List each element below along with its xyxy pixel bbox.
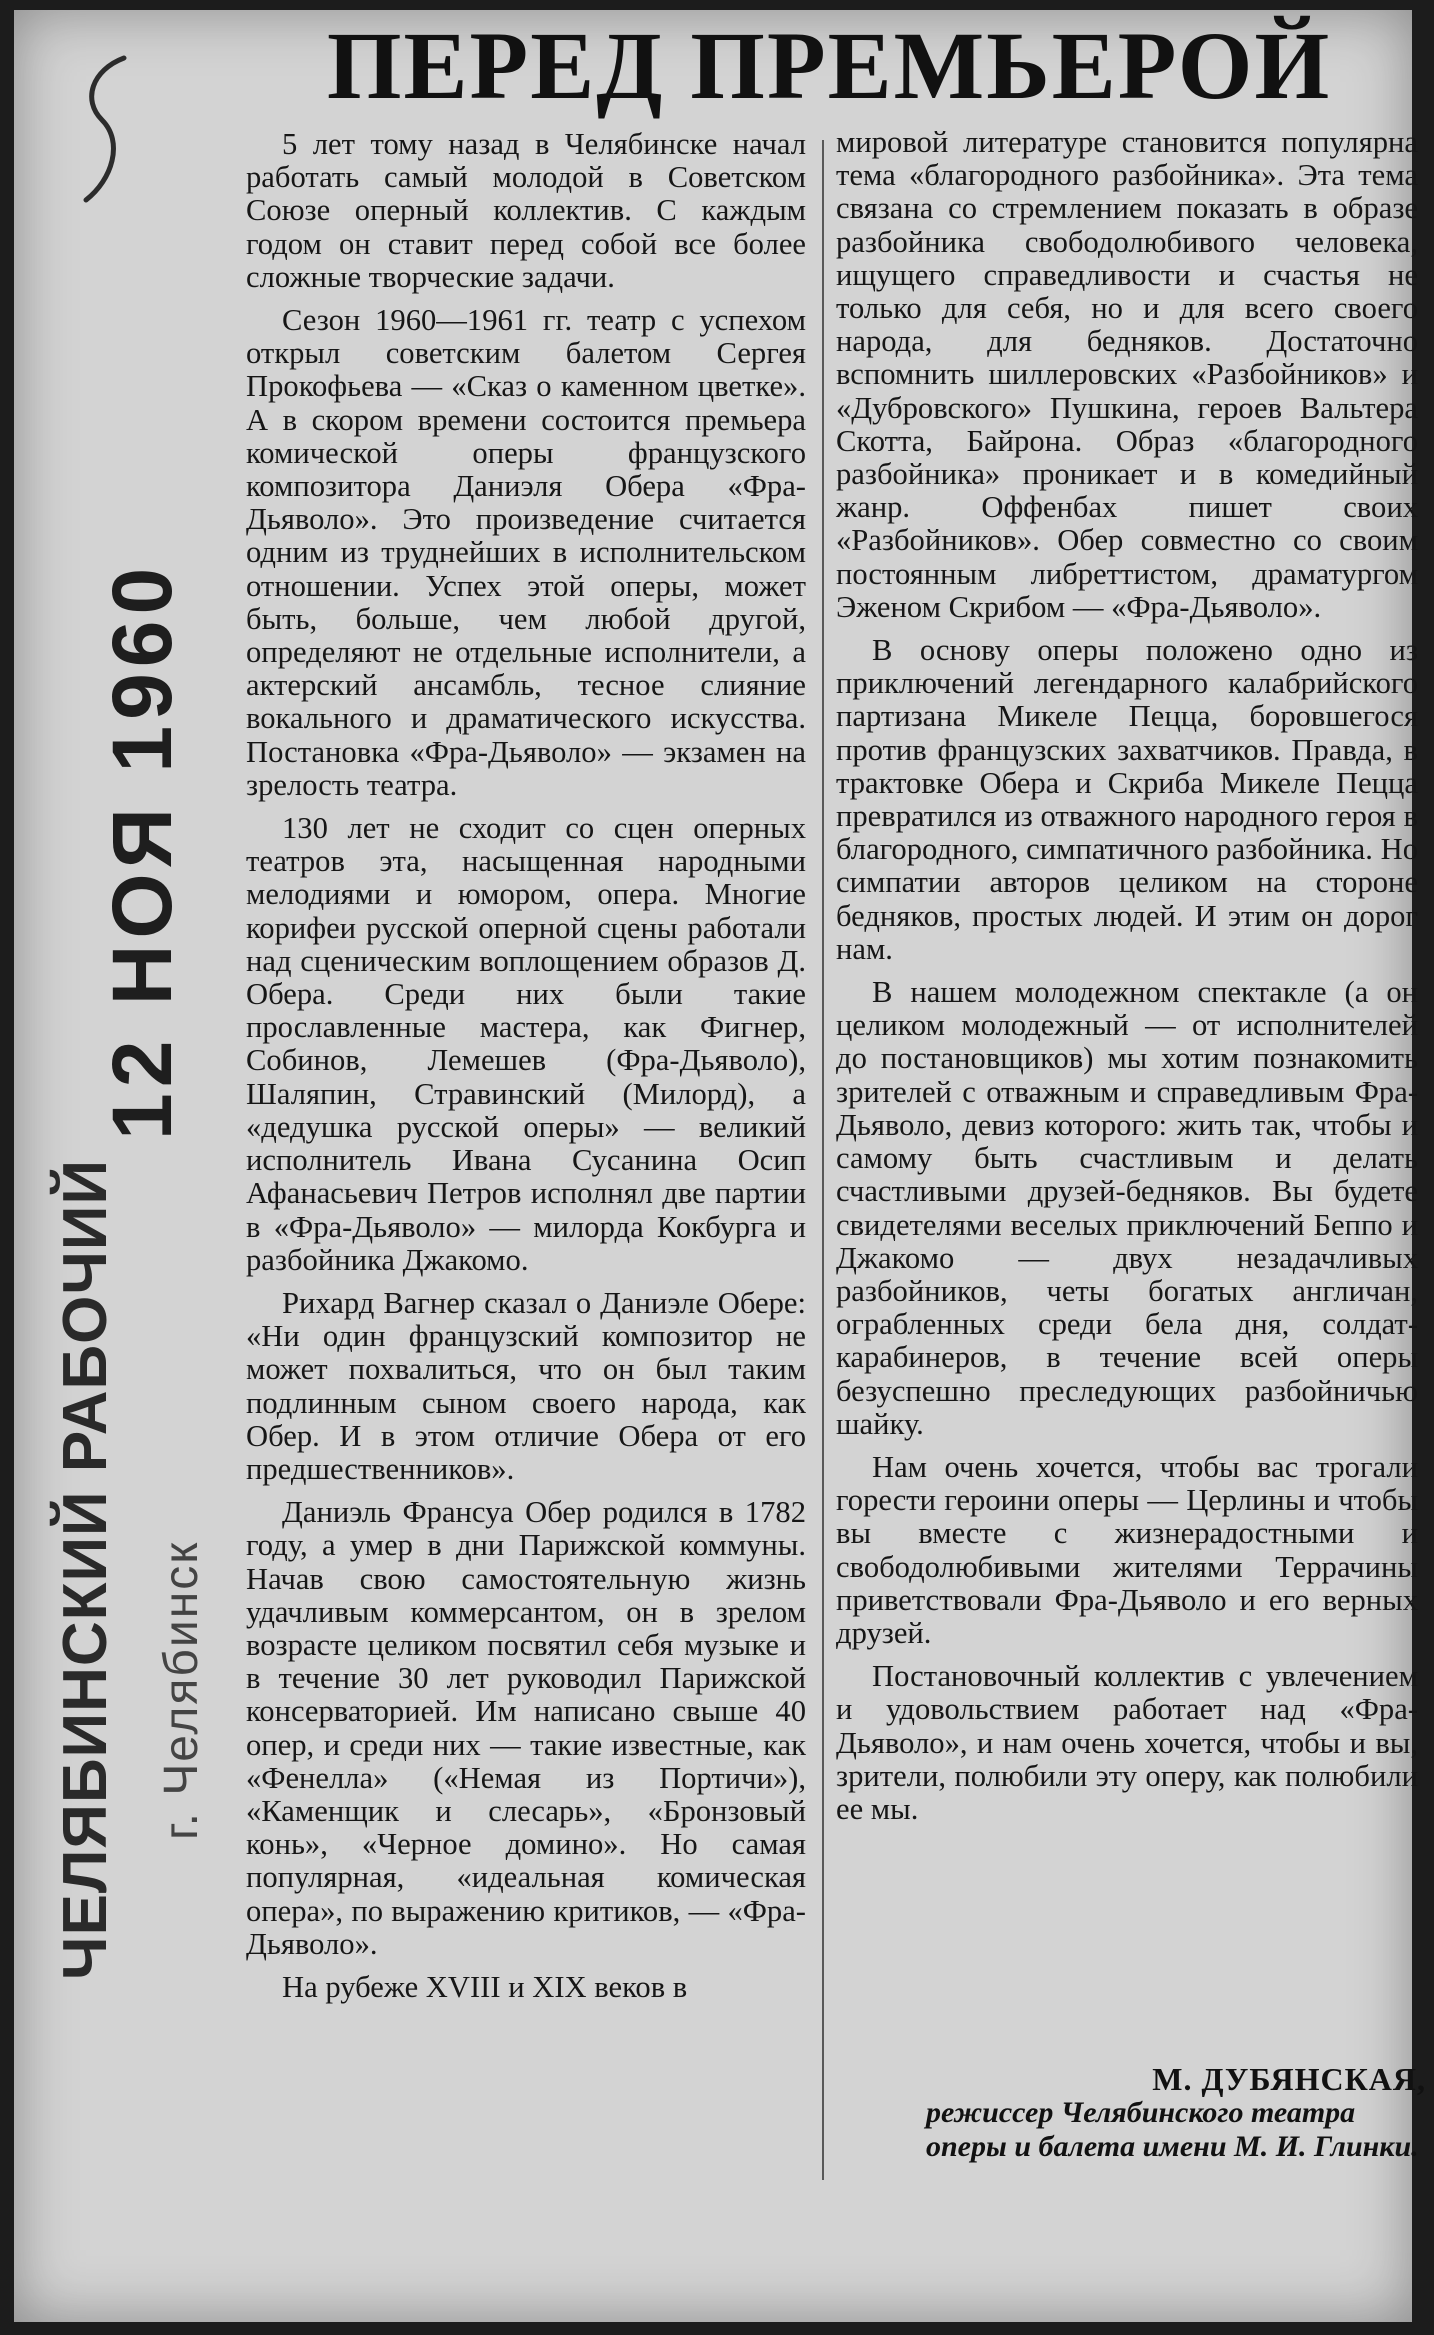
- article-column-left: [246, 128, 806, 2014]
- city-stamp: г. Челябинск: [155, 1540, 208, 1840]
- author-role: режиссер Челябинского театра оперы и балета имени М. И. Глинки.: [926, 2096, 1419, 2163]
- paragraph: Даниэль Франсуа Обер родился в 1782 году, а умер в дни Парижской коммуны. Начав свою самостоятельную жизнь удачливым коммерсантом, он в зрелом возрасте целиком посвятил себя музыке и в течение 30 лет руководил Парижской консерваторией. Им написано свыше 40 опер, и среди них — такие известные, как «Фенелла» («Немая из Портичи»), «Каменщик и слесарь», «Бронзовый конь», «Черное домино». Но самая популярная, «идеальная комическая опера», по выражению критиков, — «Фра-Дьяволо».: [246, 1495, 806, 1961]
- paragraph: На рубеже XVIII и XIX веков в: [282, 1969, 688, 2004]
- author-signature: [926, 2062, 1426, 2164]
- article-headline: ПЕРЕД ПРЕМЬЕРОЙ: [326, 12, 1332, 119]
- paragraph: мировой литературе становится популярна тема «благородного разбойника». Эта тема связана со стремлением показать в образе разбойника свободолюбивого человека, ищущего справедливости и счастья не только для себя, но и для всего своего народа, для бедняков. Достаточно вспомнить шиллеровских «Разбойников» и «Дубровского» Пушкина, героев Вальтера Скотта, Байрона. Образ «благородного разбойника» проникает и в комедийный жанр. Оффенбах пишет своих «Разбойников». Обер совместно со своим постоянным либреттистом, драматургом Эженом Скрибом — «Фра-Дьяволо».: [836, 125, 1418, 624]
- paragraph: Рихард Вагнер сказал о Даниэле Обере: «Ни один французский композитор не может похвалиться, что он был таким подлинным сыном своего народа, как Обер. И в этом отличие Обера от его предшественников».: [246, 1285, 806, 1486]
- author-name: М. ДУБЯНСКАЯ,: [1152, 2061, 1426, 2097]
- article-column-right: [836, 126, 1418, 1836]
- handwritten-mark: [72, 50, 142, 210]
- paragraph: 5 лет тому назад в Челябинске начал работать самый молодой в Советском Союзе оперный коллектив. С каждым годом он ставит перед собой все более сложные творческие задачи.: [246, 127, 806, 294]
- date-stamp: 12 НОЯ 1960: [95, 561, 189, 1140]
- paragraph: Нам очень хочется, чтобы вас трогали горести героини оперы — Церлины и чтобы вы вместе с жизнерадостными и свободолюбивыми жителями Террачины приветствовали Фра-Дьяволо и его верных друзей.: [836, 1449, 1418, 1650]
- newspaper-name-stamp: ЧЕЛЯБИНСКИЙ РАБОЧИЙ: [51, 1158, 120, 1980]
- paragraph: Постановочный коллектив с увлечением и удовольствием работает над «Фра-Дьяволо», и нам очень хочется, чтобы и вы, зрители, полюбили эту оперу, как полюбили ее мы.: [836, 1659, 1418, 1826]
- column-divider: [822, 140, 824, 2180]
- paragraph: Сезон 1960—1961 гг. театр с успехом открыл советским балетом Сергея Прокофьева — «Сказ о каменном цветке». А в скором времени состоится премьера комической оперы французского композитора Даниэля Обера «Фра-Дьяволо». Это произведение считается одним из труднейших в исполнительском отношении. Успех этой оперы, может быть, больше, чем любой другой, определяют не отдельные исполнители, а актерский ансамбль, тесное слияние вокального и драматического искусства. Постановка «Фра-Дьяволо» — экзамен на зрелость театра.: [246, 303, 806, 802]
- paragraph: В нашем молодежном спектакле (а он целиком молодежный — от исполнителей до постановщиков) мы хотим познакомить зрителей с отважным и справедливым Фра-Дьяволо, девиз которого: жить так, чтобы и самому быть счастливым и делать счастливыми друзей-бедняков. Вы будете свидетелями веселых приключений Беппо и Джакомо — двух незадачливых разбойников, четы богатых англичан, ограбленных среди бела дня, солдат-карабинеров, в течение всей оперы безуспешно преследующих разбойничью шайку.: [836, 975, 1418, 1441]
- newspaper-clipping: [14, 10, 1426, 2322]
- paragraph: 130 лет не сходит со сцен оперных театров эта, насыщенная народными мелодиями и юмором, опера. Многие корифеи русской оперной сцены работали над сценическим воплощением образов Д. Обера. Среди них были такие прославленные мастера, как Фигнер, Собинов, Лемешев (Фра-Дьяволо), Шаляпин, Стравинский (Милорд), а «дедушка русской оперы» — великий исполнитель Ивана Сусанина Осип Афанасьевич Петров исполнял две партии в «Фра-Дьяволо» — милорда Кокбурга и разбойника Джакомо.: [246, 811, 806, 1277]
- paragraph: В основу оперы положено одно из приключений легендарного калабрийского партизана Микеле Пецца, боровшегося против французских захватчиков. Правда, в трактовке Обера и Скриба Микеле Пецца превратился из отважного народного героя в благородного, симпатичного разбойника. Но симпатии авторов целиком на стороне бедняков, простых людей. И этим он дорог нам.: [836, 633, 1418, 966]
